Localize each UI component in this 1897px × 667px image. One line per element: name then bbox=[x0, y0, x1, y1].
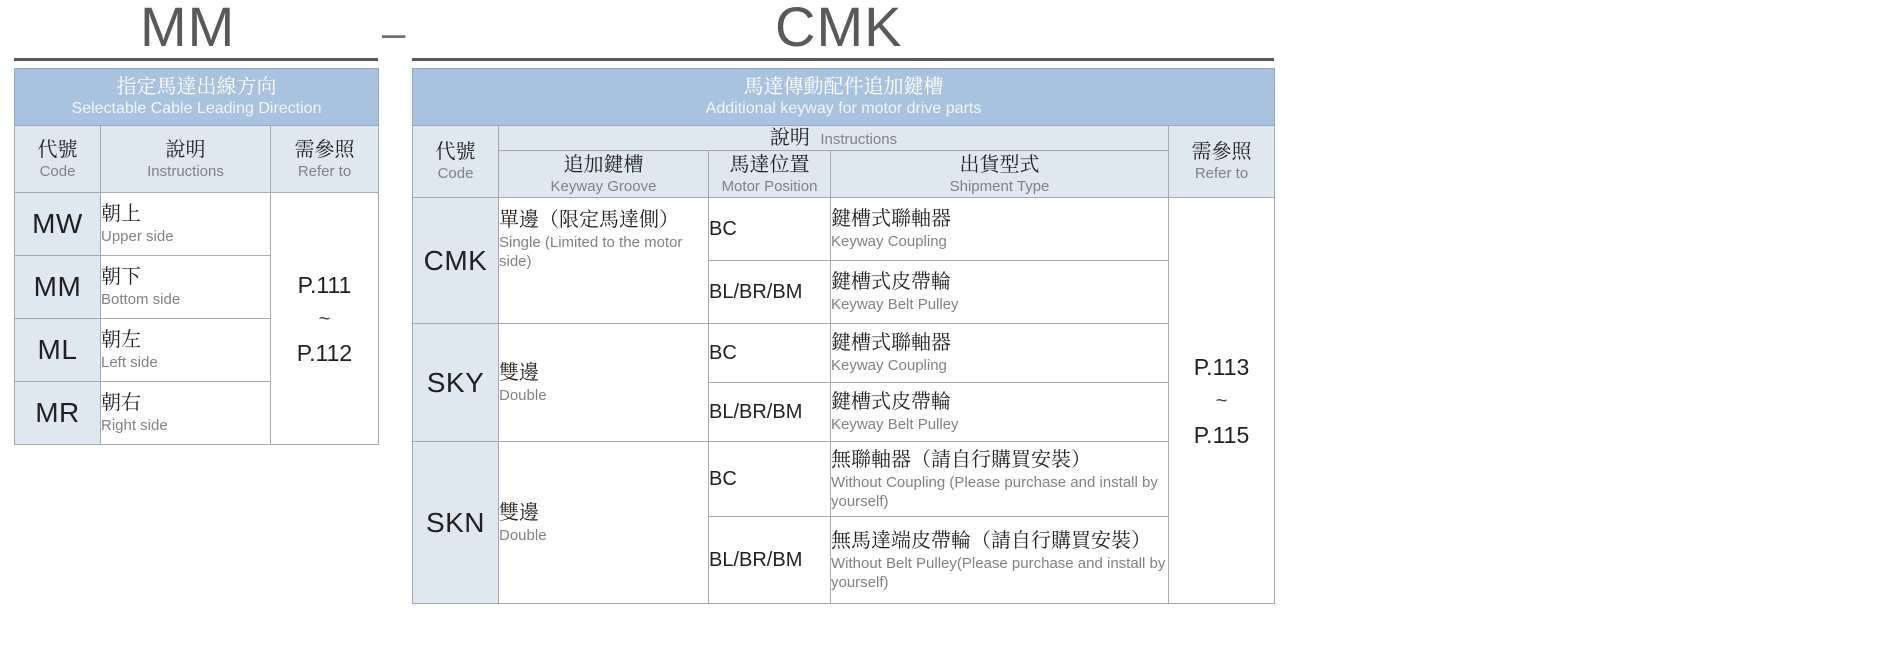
column-header-refer-en: Refer to bbox=[297, 162, 352, 180]
row-desc-mw-en: Upper side bbox=[101, 228, 174, 245]
column-header-code bbox=[15, 126, 101, 193]
row-code-mm: MM bbox=[15, 256, 101, 319]
column-header-refer bbox=[1169, 126, 1275, 198]
column-header-refer-cn: 需參照 bbox=[294, 138, 355, 161]
column-header-code-cn: 代號 bbox=[37, 138, 78, 161]
group-keyway-sky-en: Double bbox=[499, 386, 547, 404]
row-code-mr: MR bbox=[15, 382, 101, 445]
group-keyway-sky-cn: 雙邊 bbox=[499, 361, 539, 384]
column-header-refer-en: Refer to bbox=[1194, 165, 1249, 182]
column-header-code-en: Code bbox=[39, 162, 76, 180]
table-row bbox=[413, 442, 1275, 517]
shipment-skn-blbrbm-en: Without Belt Pulley(Please purchase and install by yourself) bbox=[831, 554, 1166, 591]
right-refer-to: P.115 bbox=[1193, 421, 1250, 448]
right-table-header bbox=[413, 69, 1275, 126]
column-header-instructions-en: Instructions bbox=[147, 162, 224, 180]
shipment-sky-blbrbm-en: Keyway Belt Pulley bbox=[831, 416, 959, 433]
row-desc-mw-cn: 朝上 bbox=[101, 203, 141, 225]
group-keyway-skn bbox=[499, 442, 709, 604]
row-code-mw: MW bbox=[15, 193, 101, 256]
column-header-shipment bbox=[831, 151, 1169, 198]
table-cable-leading-direction bbox=[14, 68, 379, 445]
shipment-skn-bc bbox=[831, 442, 1169, 517]
row-desc-mm-cn: 朝下 bbox=[101, 266, 141, 288]
table-row bbox=[413, 324, 1275, 383]
left-refer-to: P.112 bbox=[296, 339, 353, 366]
row-desc-ml-en: Left side bbox=[101, 354, 158, 371]
group-keyway-cmk-en: Single (Limited to the motor side) bbox=[499, 234, 683, 270]
column-header-keyway-en: Keyway Groove bbox=[550, 177, 657, 195]
motor-position-cmk-bc: BC bbox=[709, 198, 831, 261]
title-rule-left bbox=[14, 58, 378, 61]
left-table-header-cn: 指定馬達出線方向 bbox=[116, 76, 277, 98]
motor-position-skn-bc: BC bbox=[709, 442, 831, 517]
row-desc-mw bbox=[101, 193, 271, 256]
left-table-header-en: Selectable Cable Leading Direction bbox=[71, 100, 322, 117]
right-refer-tilde: ~ bbox=[1215, 389, 1228, 412]
shipment-sky-bc-en: Keyway Coupling bbox=[831, 357, 947, 374]
right-refer-from: P.113 bbox=[1193, 353, 1250, 380]
left-refer-tilde: ~ bbox=[318, 307, 331, 330]
column-header-refer bbox=[271, 126, 379, 193]
table-row bbox=[15, 193, 379, 256]
group-code-skn: SKN bbox=[413, 442, 499, 604]
column-header-instructions bbox=[101, 126, 271, 193]
shipment-cmk-blbrbm-cn: 鍵槽式皮帶輪 bbox=[831, 271, 951, 293]
column-header-motor-position-en: Motor Position bbox=[721, 177, 818, 195]
column-header-instructions-cn: 說明 bbox=[769, 127, 810, 149]
motor-position-skn-blbrbm: BL/BR/BM bbox=[709, 517, 831, 604]
shipment-sky-blbrbm bbox=[831, 383, 1169, 442]
page-title-left: MM bbox=[140, 0, 236, 58]
shipment-cmk-bc-en: Keyway Coupling bbox=[831, 233, 947, 250]
shipment-cmk-bc-cn: 鍵槽式聯軸器 bbox=[831, 208, 951, 230]
group-code-cmk: CMK bbox=[413, 198, 499, 324]
column-header-motor-position bbox=[709, 151, 831, 198]
row-code-ml: ML bbox=[15, 319, 101, 382]
shipment-sky-bc-cn: 鍵槽式聯軸器 bbox=[831, 332, 951, 354]
left-refer-from: P.111 bbox=[297, 271, 352, 298]
right-table-header-cn: 馬達傳動配件追加鍵槽 bbox=[743, 76, 944, 98]
table-additional-keyway bbox=[412, 68, 1275, 604]
right-table-header-en: Additional keyway for motor drive parts bbox=[705, 100, 982, 117]
shipment-sky-blbrbm-cn: 鍵槽式皮帶輪 bbox=[831, 391, 951, 413]
shipment-skn-blbrbm bbox=[831, 517, 1169, 604]
table-column-header-row bbox=[15, 126, 379, 193]
group-code-sky: SKY bbox=[413, 324, 499, 442]
group-keyway-skn-en: Double bbox=[499, 526, 547, 544]
shipment-skn-bc-en: Without Coupling (Please purchase and install by yourself) bbox=[831, 473, 1158, 510]
group-keyway-skn-cn: 雙邊 bbox=[499, 501, 539, 524]
group-keyway-sky bbox=[499, 324, 709, 442]
column-header-shipment-cn: 出貨型式 bbox=[959, 153, 1040, 176]
column-header-instructions-cn: 說明 bbox=[165, 138, 206, 161]
shipment-cmk-blbrbm bbox=[831, 261, 1169, 324]
table-header-row bbox=[413, 69, 1275, 126]
shipment-skn-bc-cn: 無聯軸器（請自行購買安裝） bbox=[831, 448, 1091, 471]
table-column-header-row-2 bbox=[413, 151, 1275, 198]
title-separator-dash: – bbox=[382, 9, 407, 56]
table-header-row bbox=[15, 69, 379, 126]
motor-position-sky-bc: BC bbox=[709, 324, 831, 383]
group-keyway-cmk bbox=[499, 198, 709, 324]
shipment-skn-blbrbm-cn: 無馬達端皮帶輪（請自行購買安裝） bbox=[831, 529, 1151, 552]
column-header-code-en: Code bbox=[437, 165, 474, 182]
column-header-refer-cn: 需參照 bbox=[1191, 141, 1252, 163]
row-desc-mr-en: Right side bbox=[101, 417, 168, 434]
title-rule-right bbox=[412, 58, 1274, 61]
table-column-header-row-1 bbox=[413, 126, 1275, 151]
column-header-instructions bbox=[499, 126, 1169, 151]
row-desc-mm-en: Bottom side bbox=[101, 291, 181, 308]
row-desc-mm bbox=[101, 256, 271, 319]
column-header-shipment-en: Shipment Type bbox=[949, 177, 1050, 195]
shipment-sky-bc bbox=[831, 324, 1169, 383]
left-table-header bbox=[15, 69, 379, 126]
column-header-keyway-cn: 追加鍵槽 bbox=[563, 153, 644, 176]
table-row bbox=[413, 198, 1275, 261]
row-desc-ml-cn: 朝左 bbox=[101, 329, 141, 351]
group-keyway-cmk-cn: 單邊（限定馬達側） bbox=[499, 209, 679, 231]
column-header-instructions-en: Instructions bbox=[820, 131, 898, 148]
column-header-keyway bbox=[499, 151, 709, 198]
headings bbox=[0, 0, 1300, 62]
column-header-motor-position-cn: 馬達位置 bbox=[729, 153, 810, 176]
shipment-cmk-blbrbm-en: Keyway Belt Pulley bbox=[831, 296, 959, 313]
page-title-right: CMK bbox=[775, 0, 903, 58]
row-desc-mr-cn: 朝右 bbox=[101, 392, 141, 414]
column-header-code bbox=[413, 126, 499, 198]
motor-position-cmk-blbrbm: BL/BR/BM bbox=[709, 261, 831, 324]
row-desc-ml bbox=[101, 319, 271, 382]
right-refer-cell bbox=[1169, 198, 1275, 604]
row-desc-mr bbox=[101, 382, 271, 445]
left-refer-cell bbox=[271, 193, 379, 445]
shipment-cmk-bc bbox=[831, 198, 1169, 261]
column-header-code-cn: 代號 bbox=[435, 141, 476, 163]
motor-position-sky-blbrbm: BL/BR/BM bbox=[709, 383, 831, 442]
